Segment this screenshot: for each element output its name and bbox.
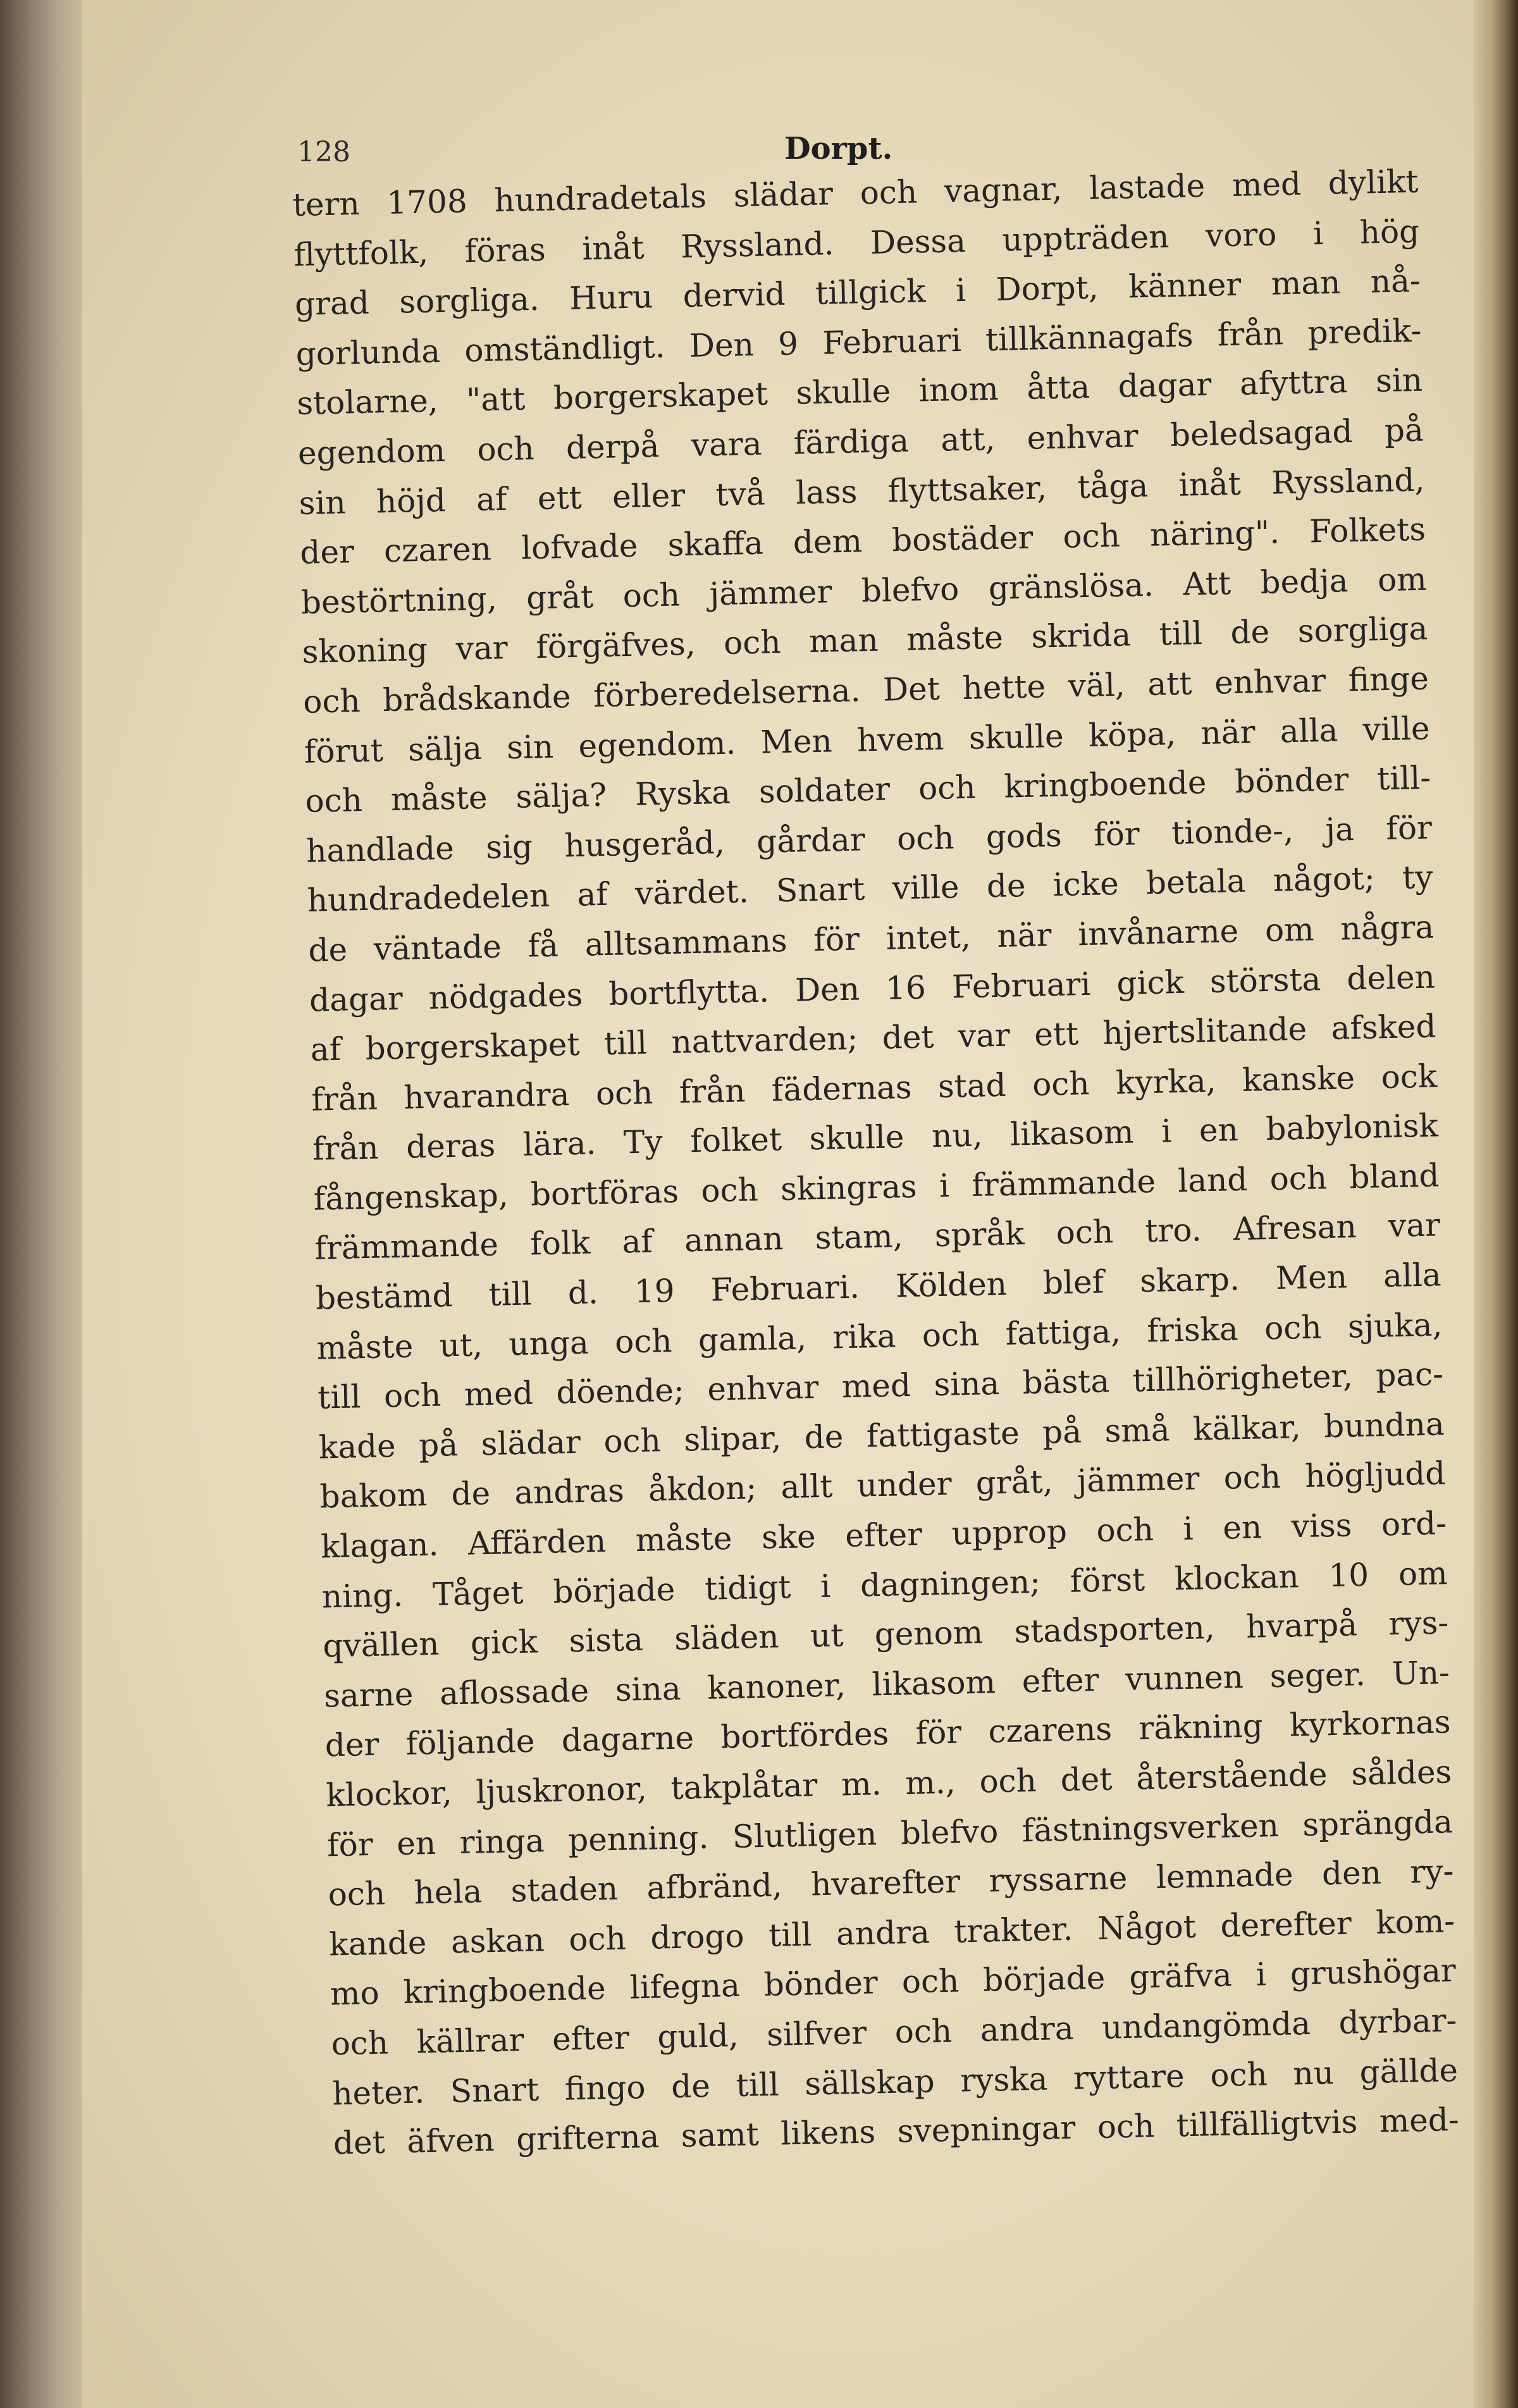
text-line: bakom de andras åkdon; allt under gråt, jämmer och högljudd (319, 1455, 1446, 1516)
text-line: ning. Tåget började tidigt i dagningen; först klockan 10 om (321, 1554, 1448, 1615)
text-line: klagan. Affärden måste ske efter upprop och i en viss ord- (320, 1505, 1447, 1565)
text-line: der följande dagarne bortfördes för czarens räkning kyrkornas (324, 1703, 1452, 1764)
book-edge-right (1474, 0, 1518, 2408)
text-line: främmande folk af annan stam, språk och tro. Afresan var (314, 1206, 1441, 1268)
text-line: egendom och derpå vara färdiga att, enhvar beledsagad på (297, 411, 1424, 472)
text-line: stolarne, "att borgerskapet skulle inom åtta dagar afyttra sin (296, 362, 1423, 423)
text-line: från hvarandra och från fädernas stad och kyrka, kanske ock (311, 1058, 1438, 1118)
text-line: förut sälja sin egendom. Men hvem skulle köpa, när alla ville (304, 710, 1431, 770)
text-line: till och med döende; enhvar med sina bästa tillhörigheter, pac- (317, 1355, 1444, 1416)
text-line: hundradedelen af värdet. Snart ville de icke betala något; ty (307, 858, 1434, 920)
body-text (292, 157, 1459, 2168)
text-line: der czaren lofvade skaffa dem bostäder och näring". Folkets (299, 510, 1426, 572)
text-line: grad sorgliga. Huru dervid tillgick i Dorpt, känner man nå- (294, 262, 1421, 323)
running-head: Dorpt. (784, 131, 893, 166)
text-line: från deras lära. Ty folket skulle nu, likasom i en babylonisk (312, 1107, 1439, 1168)
text-line: flyttfolk, föras inåt Ryssland. Dessa uppträden voro i hög (293, 213, 1420, 273)
text-line: fångenskap, bortföras och skingras i främmande land och bland (313, 1157, 1440, 1218)
text-line: dagar nödgades bortflytta. Den 16 Februari gick största delen (309, 958, 1436, 1019)
text-line: för en ringa penning. Slutligen blefvo fästningsverken sprängda (326, 1803, 1453, 1864)
text-line: qvällen gick sista släden ut genom stadsporten, hvarpå rys- (322, 1604, 1449, 1665)
text-line: bestörtning, gråt och jämmer blefvo gränslösa. Att bedja om (300, 560, 1428, 621)
text-line: mo kringboende lifegna bönder och började gräfva i grushögar (330, 1952, 1457, 2013)
text-line: klockor, ljuskronor, takplåtar m. m., och det återstående såldes (325, 1753, 1452, 1814)
text-line: måste ut, unga och gamla, rika och fattiga, friska och sjuka, (316, 1306, 1443, 1367)
text-line: sin höjd af ett eller två lass flyttsaker, tåga inåt Ryssland, (299, 461, 1425, 522)
text-line: gorlunda omständligt. Den 9 Februari tillkännagafs från predik- (295, 312, 1422, 373)
text-line: tern 1708 hundradetals slädar och vagnar, lastade med dylikt (292, 163, 1419, 223)
text-line: och källrar efter guld, silfver och andra undangömda dyrbar- (331, 2002, 1457, 2063)
text-line: heter. Snart fingo de till sällskap ryska ryttare och nu gällde (331, 2051, 1459, 2112)
page-number: 128 (297, 136, 350, 168)
text-line: af borgerskapet till nattvarden; det var ett hjertslitande afsked (310, 1008, 1437, 1068)
text-line: och hela staden afbränd, hvarefter ryssarne lemnade den ry- (328, 1853, 1454, 1913)
text-line: bestämd till d. 19 Februari. Kölden blef skarp. Men alla (315, 1256, 1442, 1317)
text-line: och måste sälja? Ryska soldater och kringboende bönder till- (304, 759, 1431, 820)
book-binding-left (0, 0, 82, 2408)
text-line: kande askan och drogo till andra trakter. Något derefter kom- (328, 1902, 1455, 1963)
text-line: handlade sig husgeråd, gårdar och gods för tionde-, ja för (305, 809, 1433, 870)
text-line: skoning var förgäfves, och man måste skrida till de sorgliga (302, 610, 1428, 671)
text-line: och brådskande förberedelserna. Det hette väl, att enhvar finge (302, 660, 1429, 720)
text-line: de väntade få alltsammans för intet, när invånarne om några (307, 908, 1435, 969)
text-line: sarne aflossade sina kanoner, likasom efter vunnen seger. Un- (323, 1654, 1450, 1715)
text-line: det äfven grifterna samt likens svepningar och tillfälligtvis med- (333, 2101, 1460, 2162)
text-line: kade på slädar och slipar, de fattigaste på små kälkar, bundna (318, 1405, 1445, 1466)
